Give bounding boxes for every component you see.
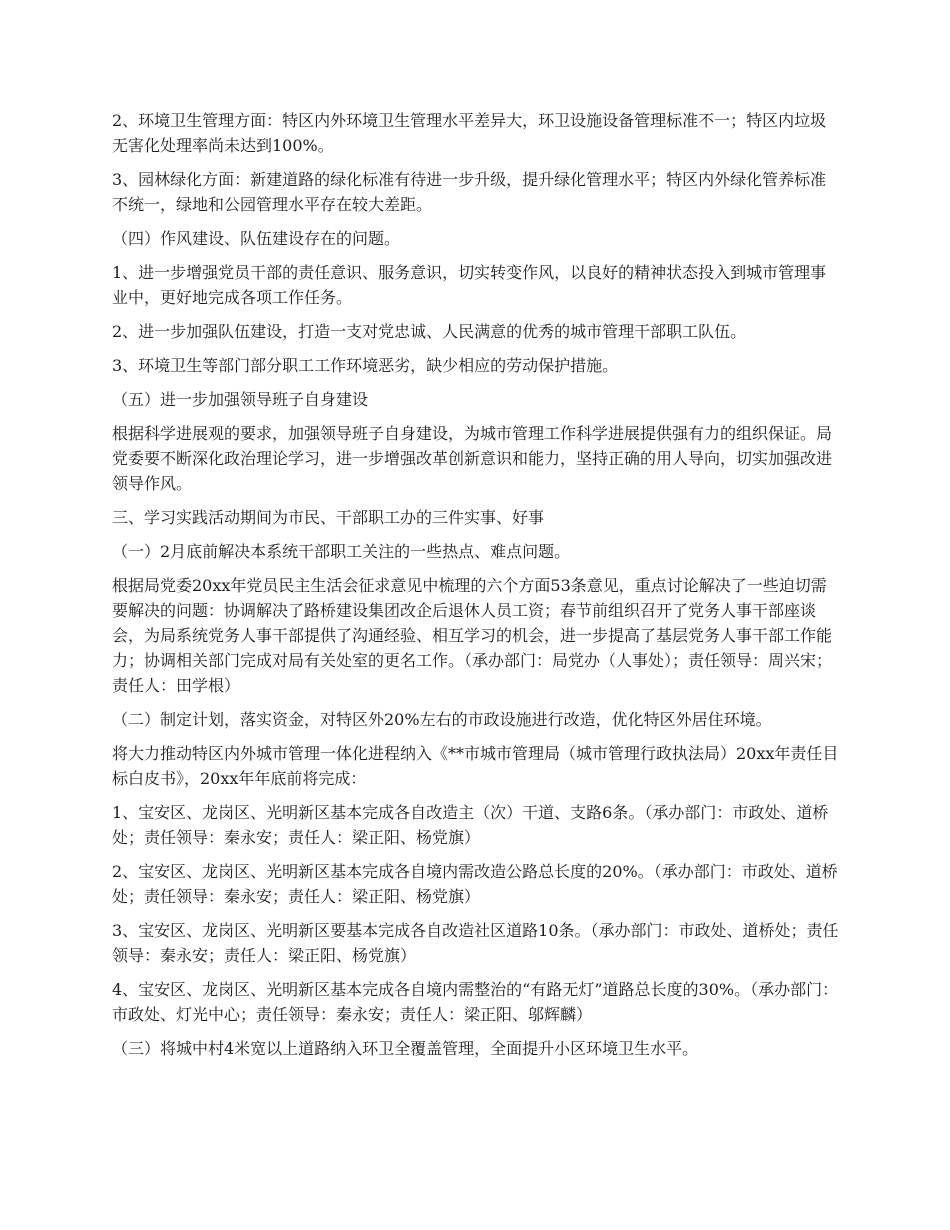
paragraph-hot-issues: 根据局党委20xx年党员民主生活会征求意见中梳理的六个方面53条意见，重点讨论解决了一些迫切需要解决的问题：协调解决了路桥建设集团改企后退休人员工资；春节前组织召开了党务人事干部座谈会，为局系统党务人事干部提供了沟通经验、相互学习的机会，进一步提高了基层党务人事干部工作能力；协调相关部门完成对局有关处室的更名工作。（承办部门：局党办（人事处）；责任领导：周兴宋；责任人：田学根） <box>112 576 833 695</box>
paragraph-sanitation: 2、环境卫生管理方面：特区内外环境卫生管理水平差异大，环卫设施设备管理标准不一；特区内垃圾无害化处理率尚未达到100%。 <box>112 111 827 155</box>
section-heading-5: （五）进一步加强领导班子自身建设 <box>112 390 369 409</box>
list-item-community-roads: 3、宝安区、龙岗区、光明新区要基本完成各自改造社区道路10条。（承办部门：市政处、道桥处；责任领导：秦永安；责任人：梁正阳、杨党旗） <box>112 921 839 965</box>
paragraph-greening: 3、园林绿化方面：新建道路的绿化标准有待进一步升级，提升绿化管理水平；特区内外绿化管养标准不统一，绿地和公园管理水平存在较大差距。 <box>112 170 827 214</box>
list-item-roads: 1、宝安区、龙岗区、光明新区基本完成各自改造主（次）干道、支路6条。（承办部门：市政处、道桥处；责任领导：秦永安；责任人：梁正阳、杨党旗） <box>112 803 829 847</box>
paragraph-integration: 将大力推动特区内外城市管理一体化进程纳入《**市城市管理局（城市管理行政执法局）20xx年责任目标白皮书》，20xx年年底前将完成： <box>112 744 839 788</box>
paragraph-responsibility: 1、进一步增强党员干部的责任意识、服务意识，切实转变作风，以良好的精神状态投入到城市管理事业中，更好地完成各项工作任务。 <box>112 263 827 307</box>
list-item-highways: 2、宝安区、龙岗区、光明新区基本完成各自境内需改造公路总长度的20%。（承办部门：市政处、道桥处；责任领导：秦永安；责任人：梁正阳、杨党旗） <box>112 862 838 906</box>
paragraph-work-environment: 3、环境卫生等部门部分职工工作环境恶劣，缺少相应的劳动保护措施。 <box>112 356 619 375</box>
paragraph-team-building: 2、进一步加强队伍建设，打造一支对党忠诚、人民满意的优秀的城市管理干部职工队伍。 <box>112 322 747 341</box>
chapter-heading-3: 三、学习实践活动期间为市民、干部职工办的三件实事、好事 <box>112 508 545 527</box>
list-item-street-lights: 4、宝安区、龙岗区、光明新区基本完成各自境内需整治的“有路无灯”道路总长度的30%。（承办部门：市政处、灯光中心；责任领导：秦永安；责任人：梁正阳、邬辉麟） <box>112 980 839 1024</box>
section-heading-4: （四）作风建设、队伍建设存在的问题。 <box>112 229 401 248</box>
paragraph-leadership: 根据科学进展观的要求，加强领导班子自身建设，为城市管理工作科学进展提供强有力的组织保证。局党委要不断深化政治理论学习，进一步增强改革创新意识和能力，坚持正确的用人导向，切实加强改进领导作风。 <box>112 424 833 493</box>
subsection-heading-3: （三）将城中村4米宽以上道路纳入环卫全覆盖管理，全面提升小区环境卫生水平。 <box>112 1039 699 1058</box>
subsection-heading-2: （二）制定计划，落实资金，对特区外20%左右的市政设施进行改造，优化特区外居住环境。 <box>112 710 772 729</box>
subsection-heading-1: （一）2月底前解决本系统干部职工关注的一些热点、难点问题。 <box>112 542 571 561</box>
